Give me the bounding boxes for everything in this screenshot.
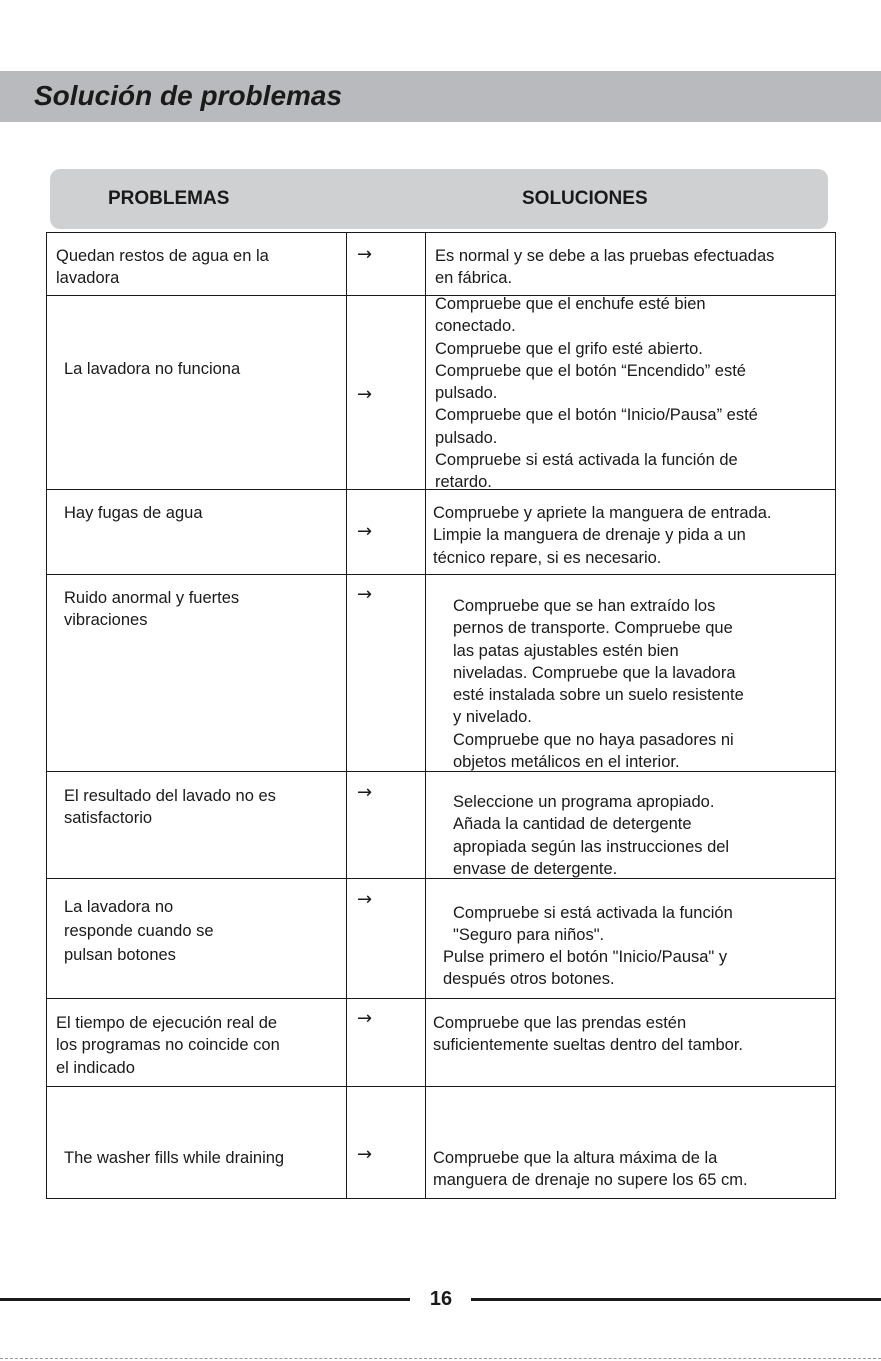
solution-cell: Compruebe y apriete la manguera de entrada. Limpie la manguera de drenaje y pida a un técnico repare, si es necesario. xyxy=(433,504,772,567)
solution-cell: Pulse primero el botón "Inicio/Pausa" y después otros botones. xyxy=(443,948,728,989)
solution-cell: Compruebe que las prendas estén suficientemente sueltas dentro del tambor. xyxy=(433,1014,744,1055)
solution-cell: Compruebe que la altura máxima de la manguera de drenaje no supere los 65 cm. xyxy=(433,1149,748,1190)
grid-line xyxy=(425,232,426,1199)
solution-cell: Seleccione un programa apropiado. Añada la cantidad de detergente apropiada según las instrucciones del envase de detergente. xyxy=(453,793,730,878)
solution-cell: Compruebe que se han extraído los pernos de transporte. Compruebe que las patas ajustables estén bien niveladas. Compruebe que la lavadora esté instalada sobre un suelo resistente y nivelado. Compruebe que no haya pasadores ni objetos metálicos en el interior. xyxy=(453,597,744,772)
bottom-border xyxy=(0,1358,881,1359)
header-problems: PROBLEMAS xyxy=(108,188,230,209)
arrow-icon: → xyxy=(357,244,373,265)
grid-line xyxy=(46,232,836,233)
problem-cell: La lavadora no responde cuando se pulsan botones xyxy=(64,898,214,964)
grid-line xyxy=(46,574,836,575)
grid-line xyxy=(835,232,836,1199)
footer-line-left xyxy=(0,1298,410,1301)
grid-line xyxy=(46,1086,836,1087)
arrow-icon: → xyxy=(357,889,373,910)
arrow-icon: → xyxy=(357,521,373,542)
problem-cell: Ruido anormal y fuertes vibraciones xyxy=(64,589,240,630)
arrow-icon: → xyxy=(357,384,373,405)
grid-line xyxy=(46,232,47,1199)
problem-cell: Hay fugas de agua xyxy=(64,504,203,522)
page-title: Solución de problemas xyxy=(34,80,343,111)
problem-cell: The washer fills while draining xyxy=(64,1149,285,1167)
solution-cell: Es normal y se debe a las pruebas efectuadas en fábrica. xyxy=(435,247,775,288)
solution-cell: Compruebe que el enchufe esté bien conectado. Compruebe que el grifo esté abierto. Compruebe que el botón “Encendido” esté pulsado. Compruebe que el botón “Inicio/Pausa” esté pulsado. Compruebe si está activada la función de retardo. xyxy=(435,295,758,492)
grid-line xyxy=(46,998,836,999)
grid-line xyxy=(46,1198,836,1199)
grid-line xyxy=(346,232,347,1199)
arrow-icon: → xyxy=(357,584,373,605)
problem-cell: El tiempo de ejecución real de los programas no coincide con el indicado xyxy=(56,1014,280,1077)
problem-cell: Quedan restos de agua en la lavadora xyxy=(56,247,269,288)
page-number: 16 xyxy=(429,1288,453,1310)
arrow-icon: → xyxy=(357,1144,373,1165)
solution-cell: Compruebe si está activada la función "Seguro para niños". xyxy=(453,904,733,945)
footer-line-right xyxy=(471,1298,881,1301)
header-solutions: SOLUCIONES xyxy=(522,188,648,209)
arrow-icon: → xyxy=(357,782,373,803)
problem-cell: La lavadora no funciona xyxy=(64,360,241,378)
problem-cell: El resultado del lavado no es satisfactorio xyxy=(64,787,276,828)
arrow-icon: → xyxy=(357,1008,373,1029)
